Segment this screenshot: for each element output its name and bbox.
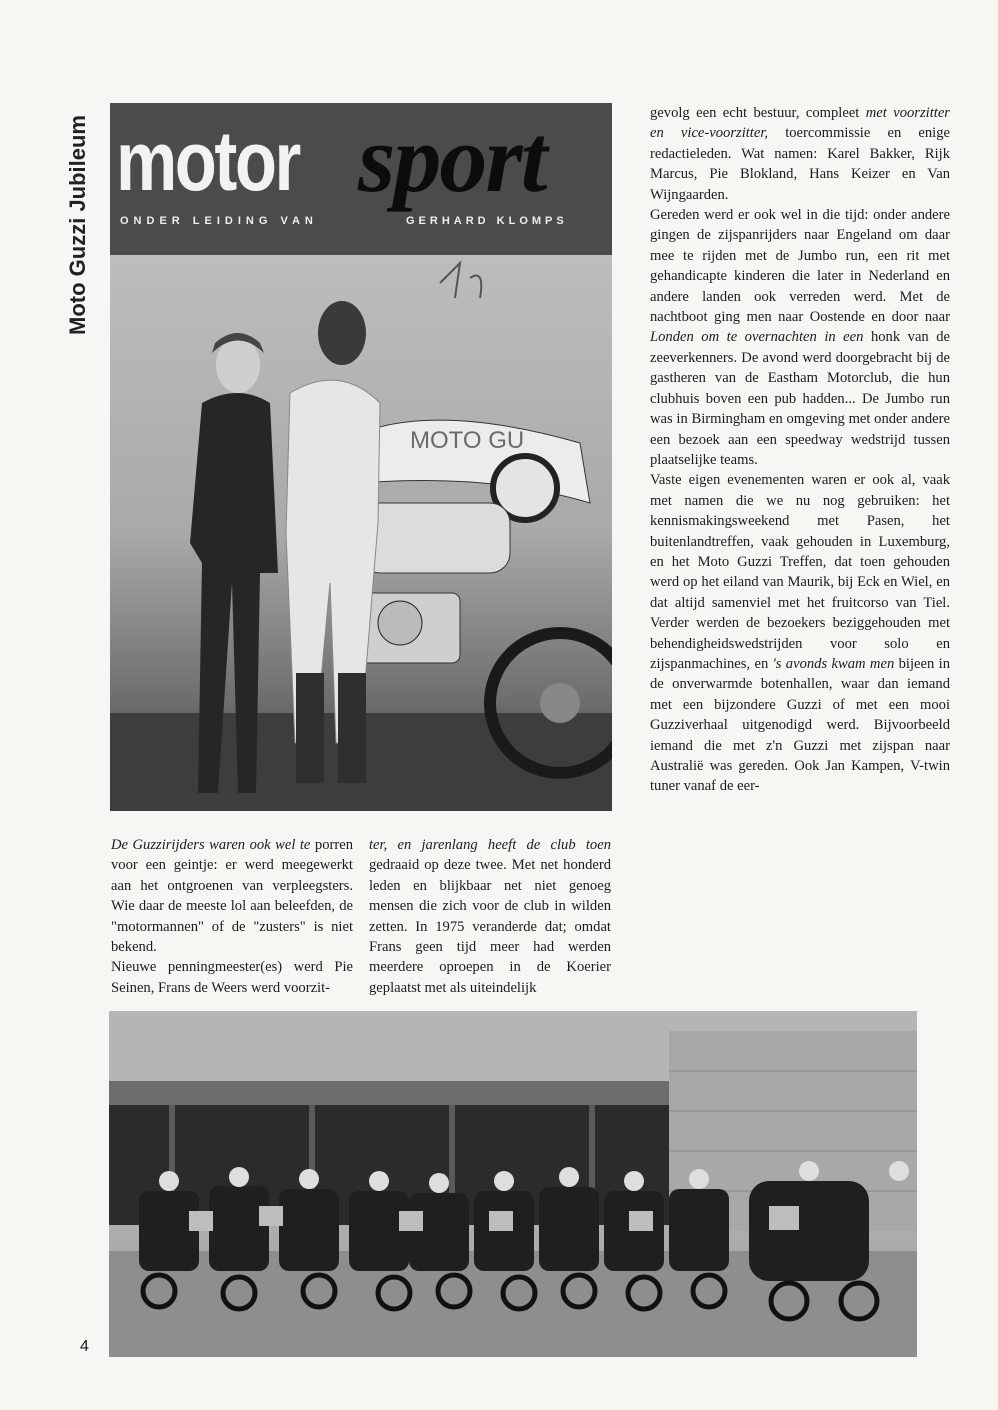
paragraph	[111, 835, 353, 957]
text-run: Nieuwe penningmeester(es) werd Pie Seinen, Frans de Weers werd voorzit-	[111, 959, 353, 996]
text-run: gevolg een echt bestuur, compleet	[650, 105, 866, 121]
paragraph	[650, 470, 950, 797]
text-run: gedraaid op deze twee. Met net honderd leden en blijkbaar net niet genoeg mensen die zich voor de club in wilden zetten. In 1975 veranderde dat; omdat Frans geen tijd meer had werden meerdere oproepen in de Koerier geplaatst met als uiteindelijk	[369, 857, 611, 996]
article-column-a	[111, 835, 353, 998]
cover-subtitle-left: ONDER LEIDING VAN	[120, 215, 318, 227]
article-column-right	[650, 103, 950, 797]
group-photo	[109, 1011, 917, 1357]
paragraph	[369, 835, 611, 998]
article-column-b	[369, 835, 611, 998]
cover-title-right: sport	[358, 105, 546, 212]
text-run-italic: 's avonds kwam men	[772, 655, 895, 672]
page-number: 4	[80, 1338, 89, 1355]
group-photo-illustration	[109, 1011, 917, 1357]
side-title-text: Moto Guzzi Jubileum	[65, 115, 90, 335]
text-run: Gereden werd er ook wel in die tijd: onder andere gingen de zijspanrijders naar Engeland om daar mee te rijden met de Jumbo run, een rit met gehandicapte kinderen die later in Nederland en andere landen ook verreden werd. Met de nachtboot ging men naar Oostende en door naar	[650, 207, 950, 326]
text-run: honk van de zeeverkenners. De avond werd doorgebracht bij de gastheren van de Eastham Motorclub, die hun clubhuis boven een pub hadden... De Jumbo run was in Birmingham en omgeving met onder andere een bezoek aan een speedway wedstrijd tussen plaatselijke teams.	[650, 329, 950, 468]
text-run: Vaste eigen evenementen waren er ook al, vaak met namen die we nu nog gebruiken: het kennismakingsweekend met Pasen, het buitenlandtreffen, vaak gehouden in Luxemburg, en het Moto Guzzi Treffen, dat toen gehouden werd op het eiland van Maurik, bij Eck en Wiel, en dat altijd samenviel met het fruitcorso van Tiel. Verder werden de bezoekers beziggehouden met behendigheidswedstrijden voor solo en zijspanmachines, en	[650, 472, 950, 672]
text-run-italic: De Guzzirijders waren ook wel te	[111, 837, 311, 853]
paragraph	[650, 205, 950, 470]
cover-photo-illustration	[110, 103, 612, 811]
paragraph	[650, 103, 950, 205]
paragraph	[111, 957, 353, 998]
text-run: porren voor een geintje: er werd meegewerkt aan het ontgroenen van verpleegsters. Wie daar de meeste lol aan beleefden, de "motormannen" of de "zusters" is niet bekend.	[111, 837, 353, 956]
text-run: toercommissie en enige redactieleden. Wat namen: Karel Bakker, Rijk Marcus, Pie Blokland, Hans Keizer en Van Wijngaarden.	[650, 125, 950, 203]
tank-text: MOTO GU	[410, 427, 525, 454]
text-run-italic: met voorzitter en vice-voorzitter,	[650, 105, 950, 142]
text-run-italic: ter, en jarenlang heeft de club toen	[369, 837, 611, 853]
cover-subtitle-right: GERHARD KLOMPS	[406, 215, 568, 227]
cover-title-left: motor	[116, 114, 299, 208]
man-figure	[286, 301, 380, 783]
text-run-italic: Londen om te overnachten in een	[650, 329, 864, 346]
magazine-cover-photo	[110, 103, 612, 811]
text-run: bijeen in de onverwarmde botenhallen, waar dan iemand met een bijzondere Guzzi of met een mooi Guzziverhaal uitgenodigd werd. Bijvoorbeeld iemand die met z'n Guzzi met zijspan naar Australië was gereden. Ook Jan Kampen, V-twin tuner vanaf de eer-	[650, 655, 951, 795]
side-title	[58, 100, 98, 350]
